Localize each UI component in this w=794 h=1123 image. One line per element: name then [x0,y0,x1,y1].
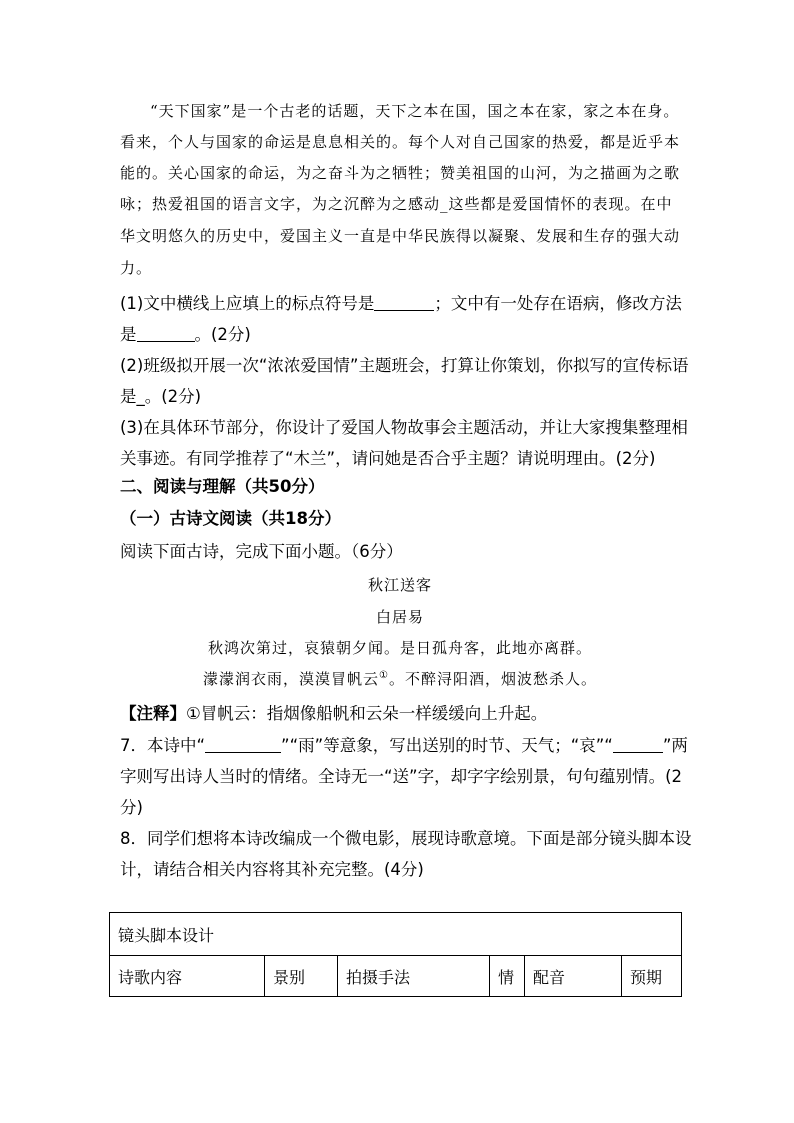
question-8-line-1: 8．同学们想将本诗改编成一个微电影，展现诗歌意境。下面是部分镜头脚本设 [120,829,692,848]
question-7-line-1 [120,732,688,756]
poem-line-2-part-b: 。不醉浔阳酒，烟波愁杀人。 [388,670,597,688]
question-1-text-c: 是 [120,325,137,344]
passage-line-1: “天下国家”是一个古老的话题，天下之本在国，国之本在家，家之本在身。 [150,102,680,120]
table-header-voiceover: 配音 [525,956,622,997]
question-7-text-c: ”两 [662,736,688,755]
table-header-poem-content: 诗歌内容 [110,956,265,997]
table-title-cell: 镜头脚本设计 [110,913,682,956]
question-3-line-2: 关事迹。有同学推荐了“木兰”，请问她是否合乎主题？请说明理由。(2分) [120,449,656,468]
passage-line-4: 咏；热爱祖国的语言文字，为之沉醉为之感动_这些都是爱国情怀的表现。在中 [120,195,673,213]
passage-line-5: 华文明悠久的历史中，爱国主义一直是中华民族得以凝聚、发展和生存的强大动 [120,227,681,245]
poem-line-1: 秋鸿次第过，哀猿朝夕闻。是日孤舟客，此地亦离群。 [207,639,592,657]
answer-blank-imagery[interactable] [205,736,281,754]
answer-blank-correction[interactable] [137,325,195,343]
table-header-shot-size: 景别 [265,956,338,997]
question-3-line-1: (3)在具体环节部分，你设计了爱国人物故事会主题活动，并让大家搜集整理相 [120,418,688,437]
passage-line-6: 力。 [120,259,153,277]
poem-note-marker: ① [379,670,389,681]
passage-line-2: 看来，个人与国家的命运是息息相关的。每个人对自己国家的热爱，都是近乎本 [120,133,681,151]
shot-script-table [109,912,682,997]
question-7-line-3: 分) [120,798,143,817]
note-label: 【注释】 [120,704,186,723]
passage-line-3: 能的。关心国家的命运，为之奋斗为之牺牲；赞美祖国的山河，为之描画为之歌 [120,164,681,182]
table-header-technique: 拍摄手法 [338,956,490,997]
table-header-emotion: 情 [490,956,525,997]
question-7-text-b: ”“雨”等意象，写出送别的时节、天气；“哀”“ [281,736,613,755]
subsection-heading: （一）古诗文阅读（共18分） [120,509,341,528]
poem-title: 秋江送客 [367,576,432,594]
question-1-text-b: ；文中有一处存在语病，修改方法 [434,294,682,313]
question-7-text-a: 7．本诗中“ [120,736,206,755]
table-header-row [110,956,682,997]
poem-line-2-part-a: 濛濛润衣雨，漠漠冒帆云 [203,670,380,688]
table-title-row [110,913,682,956]
question-2-line-1: (2)班级拟开展一次“浓浓爱国情”主题班会，打算让你策划，你拟写的宣传标语 [120,356,689,375]
note-text: 冒帆云：指烟像船帆和云朵一样缓缓向上升起。 [200,704,548,723]
poem-line-2 [120,668,680,689]
question-8-line-2: 计，请结合相关内容将其补充完整。(4分) [120,860,424,879]
poem-author: 白居易 [375,608,424,626]
question-7-line-2: 字则写出诗人当时的情绪。全诗无一“送”字，却字字绘别景，句句蕴别情。(2 [120,767,683,786]
poem-instruction: 阅读下面古诗，完成下面小题。（6分） [120,542,403,561]
table-header-expected: 预期 [622,956,682,997]
poem-note [120,700,680,724]
question-1-text-d: 。(2分) [194,325,251,344]
note-marker: ① [186,704,201,723]
answer-blank-emotion[interactable] [613,736,663,754]
question-1-line-2 [120,321,680,345]
question-1-text-a: (1)文中横线上应填上的标点符号是 [120,294,375,313]
question-2-line-2: 是_。(2分) [120,387,202,406]
question-1-line-1 [120,290,680,314]
answer-blank-punctuation[interactable] [374,294,434,312]
section-heading: 二、阅读与理解（共50分） [120,477,325,496]
